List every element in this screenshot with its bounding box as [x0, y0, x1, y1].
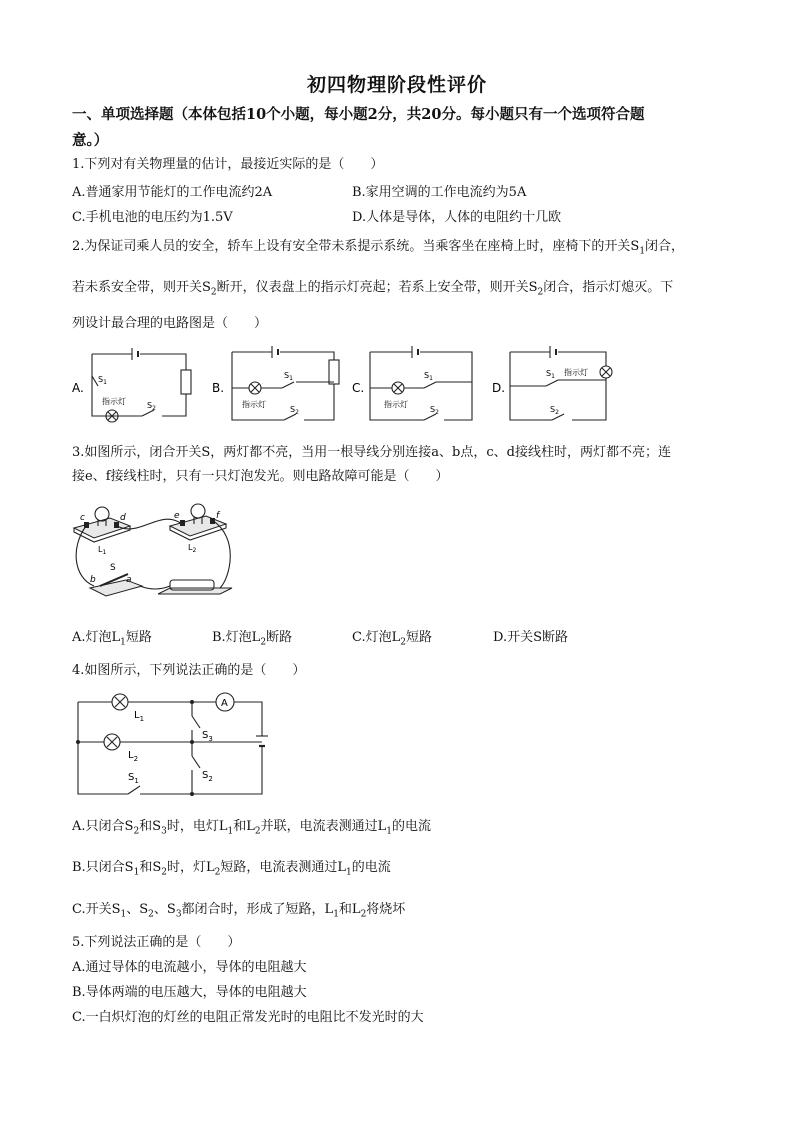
- q1-option-c: C.手机电池的电压约为1.5V: [72, 210, 233, 225]
- question-2-stem-line1: 2.为保证司乘人员的安全，轿车上设有安全带未系提示系统。当乘客坐在座椅上时，座椅下的开关$S_1$闭合，: [72, 239, 685, 257]
- q4-option-a: A.只闭合$S_2$和$S_3$时，电灯$L_1$和$L_2$并联，电流表测通过$L_1$的电流: [72, 819, 431, 837]
- q3-l2-label: $L_2$: [188, 543, 197, 554]
- q2-circuit-b: [212, 346, 339, 420]
- q2-label-d: D.: [492, 381, 506, 395]
- q2-circuit-c: [352, 346, 472, 420]
- svg-text:S2: $S_2$: [147, 401, 156, 412]
- svg-text:S2: $S_2$: [290, 405, 299, 416]
- svg-text:指示灯: 指示灯: [384, 400, 408, 409]
- svg-text:a: a: [126, 575, 132, 585]
- q4-s3-label: $S_3$: [202, 730, 213, 743]
- q3-option-c: C.灯泡$L_2$短路: [352, 630, 432, 648]
- q5-option-c: C.一白炽灯泡的灯丝的电阻正常发光时的电阻比不发光时的大: [72, 1010, 424, 1025]
- q3-option-d: D.开关S断路: [493, 630, 568, 645]
- q2-circuit-a: [72, 348, 191, 422]
- svg-text:S: S: [110, 563, 116, 573]
- q1-option-d: D.人体是导体，人体的电阻约十几欧: [352, 210, 562, 225]
- question-2-stem-line3: 列设计最合理的电路图是（ ）: [72, 316, 268, 331]
- svg-text:f: f: [216, 511, 220, 521]
- q4-l1-label: $L_1$: [134, 710, 145, 723]
- question-3-stem-line1: 3.如图所示，闭合开关S，两灯都不亮，当用一根导线分别连接a、b点，c、d接线柱时，两灯都不亮；连: [72, 445, 671, 460]
- question-5-stem: 5.下列说法正确的是（ ）: [72, 935, 241, 950]
- q3-circuit-illustration: [70, 498, 240, 608]
- svg-text:指示灯: 指示灯: [564, 368, 588, 377]
- q3-option-b: B.灯泡$L_2$断路: [212, 630, 293, 648]
- q4-ammeter-label: A: [221, 698, 228, 709]
- question-4-stem: 4.如图所示，下列说法正确的是（ ）: [72, 663, 306, 678]
- q4-option-b: B.只闭合$S_1$和$S_2$时，灯$L_2$短路，电流表测通过$L_1$的电流: [72, 860, 391, 878]
- q4-l2-label: $L_2$: [128, 750, 139, 763]
- section-heading: [72, 102, 732, 154]
- svg-text:c: c: [80, 513, 85, 523]
- q4-option-c: C.开关$S_1$、$S_2$、$S_3$都闭合时，形成了短路，$L_1$和$L_2$将烧坏: [72, 902, 406, 920]
- svg-text:S2: $S_2$: [550, 405, 559, 416]
- q2-circuit-diagrams: [72, 340, 732, 430]
- svg-text:S1: $S_1$: [424, 371, 433, 382]
- svg-text:指示灯: 指示灯: [242, 400, 266, 409]
- section-heading-line2: 意。）: [72, 132, 109, 149]
- q2-label-a: A.: [72, 381, 84, 395]
- svg-text:e: e: [174, 511, 180, 521]
- q5-option-b: B.导体两端的电压越大，导体的电阻越大: [72, 985, 307, 1000]
- q2a-lamp-label: 指示灯: [102, 397, 126, 406]
- q3-option-a: A.灯泡$L_1$短路: [72, 630, 152, 648]
- q2-circuit-d: [492, 346, 612, 420]
- svg-text:d: d: [120, 513, 126, 523]
- svg-text:S2: $S_2$: [430, 405, 439, 416]
- q2a-s1-label: $S_1$: [98, 375, 107, 386]
- q1-option-a: A.普通家用节能灯的工作电流约2A: [72, 185, 273, 200]
- q3-l1-label: $L_1$: [98, 545, 107, 556]
- question-1-stem: 1.下列对有关物理量的估计，最接近实际的是（ ）: [72, 157, 384, 172]
- q2-label-c: C.: [352, 381, 365, 395]
- question-2-stem-line2: 若未系安全带，则开关$S_2$断开，仪表盘上的指示灯亮起；若系上安全带，则开关$S_2$闭合，指示灯熄灭。下: [72, 280, 674, 298]
- q2-label-b: B.: [212, 381, 225, 395]
- question-3-stem-line2: 接e、f接线柱时，只有一只灯泡发光。则电路故障可能是（ ）: [72, 469, 449, 484]
- svg-text:b: b: [90, 575, 96, 585]
- q1-option-b: B.家用空调的工作电流约为5A: [352, 185, 527, 200]
- svg-text:S1: $S_1$: [284, 371, 293, 382]
- q4-s1-label: $S_1$: [128, 772, 139, 785]
- section-heading-line1: 一、单项选择题（本体包括10个小题，每小题2分，共20分。每小题只有一个选项符合题: [72, 106, 645, 123]
- q5-option-a: A.通过导体的电流越小，导体的电阻越大: [72, 960, 307, 975]
- q4-circuit-diagram: [72, 686, 272, 798]
- q4-s2-label: $S_2$: [202, 770, 213, 783]
- svg-text:S1: $S_1$: [546, 369, 555, 380]
- page-title: 初四物理阶段性评价: [306, 74, 487, 96]
